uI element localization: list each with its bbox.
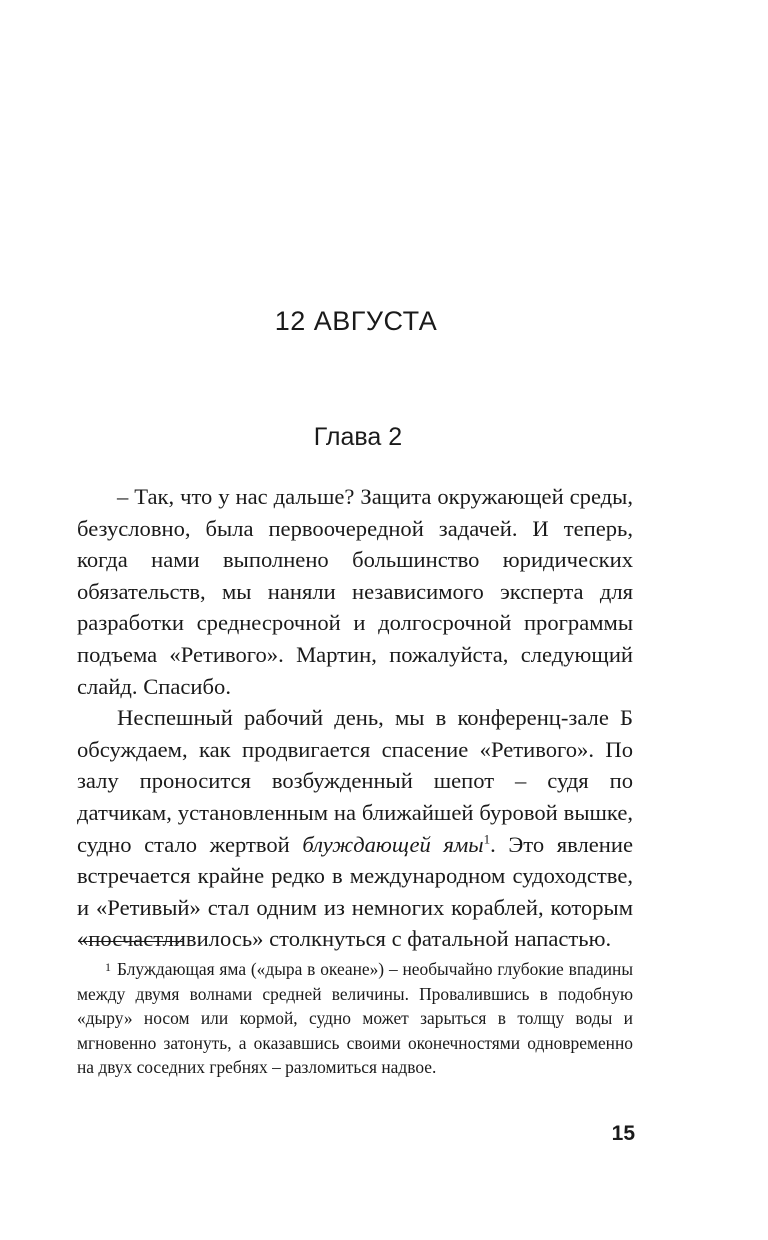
footnotes bbox=[77, 955, 633, 1080]
paragraph-2-end: . Это явление встречается крайне редко в международном судоходстве, и «Ретивый» стал одним из немногих кораблей, которым «посчастливилось» столкнуться с фатальной напастью. bbox=[77, 831, 633, 952]
footnote-separator bbox=[78, 941, 184, 942]
body-text bbox=[77, 481, 633, 955]
part-title: 12 АВГУСТА bbox=[274, 306, 438, 336]
page-number: 15 bbox=[611, 1122, 635, 1145]
paragraph-1: – Так, что у нас дальше? Защита окружающей среды, безусловно, была первоочередной задачей. И теперь, когда нами выполнено большинство юридических обязательств, мы наняли независимого эксперта для разработки среднесрочной и долгосрочной программы подъема «Ретивого». Мартин, пожалуйста, следующий слайд. Спасибо. bbox=[77, 484, 633, 699]
emphasis-term: блуждающей ямы bbox=[302, 831, 484, 857]
footnote-marker: 1 bbox=[105, 960, 111, 974]
footnote-text: («дыра в океане») – необычайно глубокие впадины между двумя волнами средней величины. Провалившись в подобную «дыру» носом или кормой, судно может зарыться в толщу воды и мгновенно затонуть, а оказавшись своими оконечностями одновременно на двух соседних гребнях – разломиться надвое. bbox=[77, 959, 634, 1078]
chapter-title: Глава 2 bbox=[313, 423, 403, 451]
footnote-term: Блуждающая яма bbox=[117, 959, 247, 979]
footnote-1 bbox=[77, 955, 633, 1080]
footnote-reference: 1 bbox=[483, 831, 491, 846]
paragraph-2-start: Неспешный рабочий день, мы в конференц-зале Б обсуждаем, как продвигается спасение «Ретивого». По залу проносится возбужденный шепот – судя по датчикам, установленным на ближайшей буровой вышке, судно стало жертвой bbox=[77, 705, 633, 857]
paragraph-2 bbox=[77, 702, 633, 955]
